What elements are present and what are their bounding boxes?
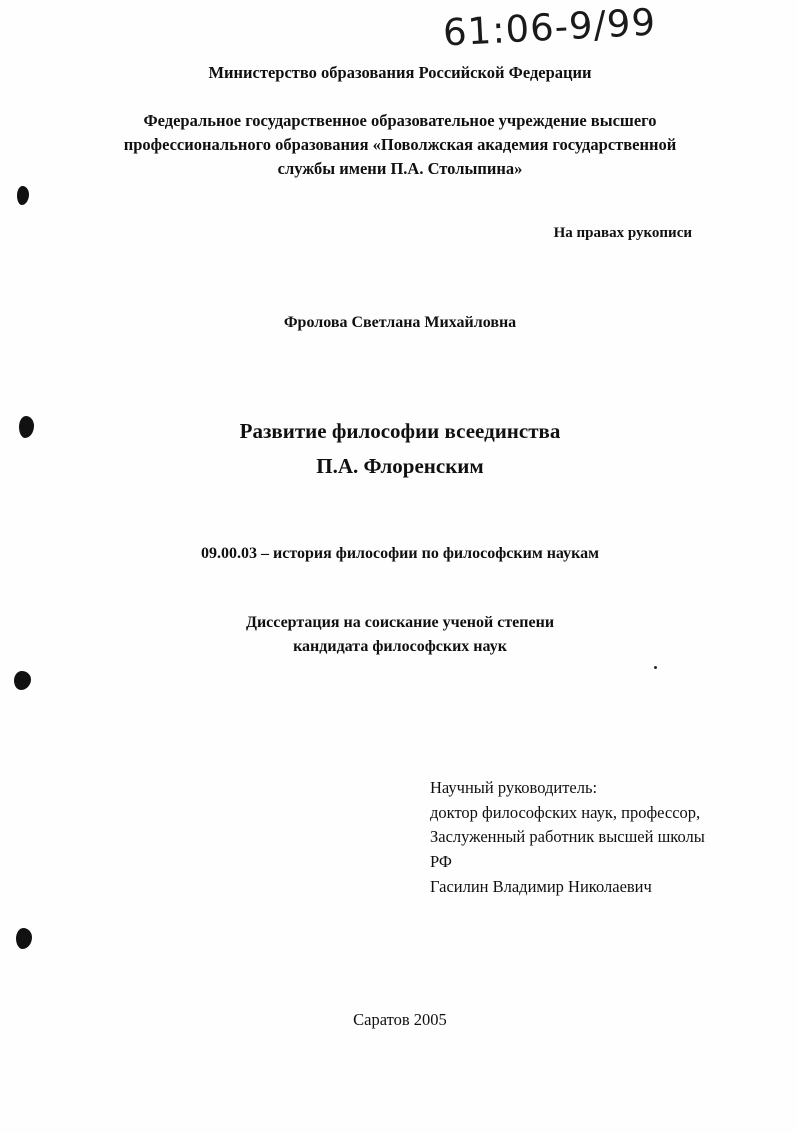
- dissertation-title-line-2: П.А. Флоренским: [316, 453, 484, 478]
- author-name: Фролова Светлана Михайловна: [283, 314, 517, 332]
- dissertation-title-line-1: Развитие философии всеединства: [239, 419, 561, 444]
- handwritten-archive-code: 61:06-9/99: [442, 0, 658, 55]
- supervisor-line-2: Заслуженный работник высшей школы РФ: [430, 827, 705, 872]
- degree-statement: [80, 611, 720, 657]
- ministry-line: Министерство образования Российской Федерации: [208, 63, 592, 82]
- scan-artifact-mark-1: [17, 186, 29, 205]
- scan-artifact-mark-2: [19, 416, 34, 438]
- supervisor-block: [80, 776, 720, 900]
- supervisor-name: Гасилин Владимир Николаевич: [430, 876, 652, 896]
- city-and-year: Саратов 2005: [353, 1009, 447, 1029]
- degree-statement-line-1: Диссертация на соискание ученой степени: [245, 614, 555, 632]
- scan-artifact-mark-3: [14, 671, 31, 690]
- degree-statement-line-2: кандидата философских наук: [293, 637, 507, 655]
- supervisor-line-1: доктор философских наук, профессор,: [430, 802, 701, 822]
- title-page-content: [80, 62, 720, 1030]
- dissertation-title: [80, 414, 720, 483]
- institution-line: Федеральное государственное образовательное учреждение высшего профессионального образования «Поволжская академия государственной службы имени П.А. Столыпина»: [123, 111, 677, 179]
- specialty-code-line: 09.00.03 – история философии по философским наукам: [201, 545, 599, 563]
- supervisor-label: Научный руководитель:: [430, 777, 598, 797]
- manuscript-note: На правах рукописи: [553, 225, 692, 242]
- scan-artifact-mark-4: [16, 928, 32, 949]
